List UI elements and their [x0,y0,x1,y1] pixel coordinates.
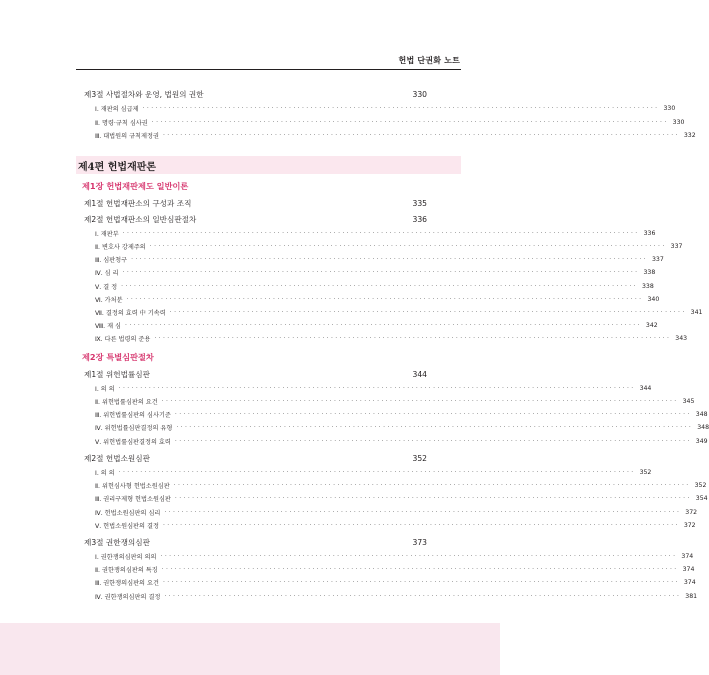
item-page: 338 [641,282,654,290]
dot-leader: ························································································································ [122,229,640,237]
item-label: Ⅴ. 결 정 [95,283,118,291]
item-page: 345 [682,397,695,405]
item-label: Ⅳ. 심 리 [95,269,119,277]
toc-item [95,281,654,291]
toc-item [95,493,708,503]
section-page: 335 [412,198,427,208]
item-page: 344 [639,384,652,392]
dot-leader: ························································································································ [162,521,680,529]
item-label: Ⅲ. 대법원의 규칙제정권 [95,132,159,140]
section-page: 352 [412,453,427,463]
toc-item [95,130,696,140]
item-page: 349 [695,437,708,445]
dot-leader: ························································································································ [125,321,642,329]
toc-item [95,117,685,127]
item-page: 330 [663,104,676,112]
item-label: Ⅰ. 의 의 [95,469,115,477]
item-page: 352 [694,481,707,489]
section-title: 제2절 헌법소원심판 [84,453,150,463]
dot-leader: ························································································································ [131,255,648,263]
toc-item [95,294,660,304]
item-label: Ⅳ. 위헌법률심판결정의 유형 [95,424,173,432]
item-page: 332 [683,131,696,139]
item-page: 354 [695,494,708,502]
toc-item [95,103,676,113]
toc-section [84,452,427,464]
toc-item [95,409,708,419]
item-page: 372 [683,521,696,529]
dot-leader: ························································································································ [162,131,680,139]
item-page: 348 [695,410,708,418]
item-label: Ⅳ. 헌법소원심판의 심리 [95,509,161,517]
item-page: 338 [643,268,656,276]
dot-leader: ························································································································ [161,565,679,573]
item-label: Ⅱ. 위헌법률심판의 요건 [95,398,158,406]
dot-leader: ························································································································ [161,397,679,405]
item-page: 337 [670,242,683,250]
item-label: Ⅳ. 권한쟁의심판의 결정 [95,593,161,601]
toc-section [84,197,427,209]
part-title: 제4편 헌법재판론 [78,162,157,173]
item-label: Ⅴ. 위헌법률심판결정의 효력 [95,438,171,446]
item-label: Ⅱ. 변호사 강제주의 [95,243,146,251]
section-title: 제1절 헌법재판소의 구성과 조직 [84,198,192,208]
toc-item [95,333,688,343]
item-page: 343 [675,334,688,342]
section-page: 344 [412,369,427,379]
running-header: 헌법 단권화 노트 [398,56,460,65]
dot-leader: ························································································································ [174,410,692,418]
toc-item [95,480,707,490]
item-label: Ⅷ. 재 심 [95,322,122,330]
item-label: Ⅲ. 권한쟁의심판의 요건 [95,579,159,587]
section-title: 제1절 위헌법률심판 [84,369,150,379]
item-label: Ⅲ. 심판청구 [95,256,128,264]
item-label: Ⅱ. 위헌심사형 헌법소원심판 [95,482,170,490]
toc-item [95,254,664,264]
section-title: 제2절 헌법재판소의 일반심판절차 [84,214,197,224]
toc-item [95,507,698,517]
toc-section [84,536,427,548]
item-page: 381 [685,592,698,600]
chapter-title: 제2장 특별심판절차 [82,352,154,362]
item-label: Ⅸ. 다른 법령의 준용 [95,335,151,343]
item-label: Ⅲ. 권리구제형 헌법소원심판 [95,495,171,503]
dot-leader: ························································································································ [176,423,694,431]
toc-item [95,396,695,406]
item-label: Ⅰ. 재판의 심급제 [95,105,139,113]
dot-leader: ························································································································ [174,437,692,445]
toc-section [84,213,427,225]
dot-leader: ························································································································ [151,118,669,126]
section-title: 제3절 권한쟁의심판 [84,537,150,547]
toc-item [95,307,703,317]
section-page: 330 [412,89,427,99]
toc-item [95,228,656,238]
toc-section [84,88,427,100]
toc-item [95,520,696,530]
toc-item [95,422,709,432]
item-page: 342 [645,321,658,329]
dot-leader: ························································································································ [174,494,692,502]
dot-leader: ························································································································ [126,295,644,303]
dot-leader: ························································································································ [121,282,638,290]
item-page: 374 [682,565,695,573]
section-page: 336 [412,214,427,224]
item-label: Ⅱ. 명령·규칙 심사권 [95,119,148,127]
item-page: 337 [651,255,664,263]
toc-item [95,551,694,561]
toc-item [95,320,658,330]
item-page: 374 [681,552,694,560]
item-page: 340 [647,295,660,303]
toc-section [84,368,427,380]
toc-item [95,564,695,574]
chapter-title: 제1장 헌법재판제도 일반이론 [82,181,189,191]
item-label: Ⅲ. 위헌법률심판의 심사기준 [95,411,171,419]
item-page: 352 [639,468,652,476]
dot-leader: ························································································································ [118,384,636,392]
dot-leader: ························································································································ [162,578,680,586]
dot-leader: ························································································································ [154,334,672,342]
bottom-band [0,623,500,675]
item-page: 374 [683,578,696,586]
item-page: 348 [697,423,709,431]
toc-item [95,591,698,601]
dot-leader: ························································································································ [169,308,687,316]
item-label: Ⅶ. 결정의 효력 中 기속력 [95,309,166,317]
item-page: 372 [685,508,698,516]
item-label: Ⅵ. 가처분 [95,296,123,304]
item-label: Ⅴ. 헌법소원심판의 결정 [95,522,159,530]
dot-leader: ························································································································ [122,268,640,276]
toc-item [95,383,652,393]
toc-item [95,577,696,587]
dot-leader: ························································································································ [118,468,636,476]
dot-leader: ························································································································ [142,104,660,112]
dot-leader: ························································································································ [149,242,667,250]
section-page: 373 [412,537,427,547]
toc-item [95,436,708,446]
item-page: 341 [690,308,703,316]
dot-leader: ························································································································ [164,508,682,516]
header-rule [76,69,461,70]
item-page: 330 [672,118,685,126]
item-label: Ⅰ. 재판부 [95,230,119,238]
toc-item [95,267,656,277]
item-label: Ⅱ. 권한쟁의심판의 특징 [95,566,158,574]
toc-item [95,467,652,477]
toc-item [95,241,683,251]
item-page: 336 [643,229,656,237]
dot-leader: ························································································································ [160,552,678,560]
dot-leader: ························································································································ [164,592,682,600]
section-title: 제3절 사법절차와 운영, 법원의 권한 [84,89,204,99]
dot-leader: ························································································································ [173,481,691,489]
item-label: Ⅰ. 의 의 [95,385,115,393]
item-label: Ⅰ. 권한쟁의심판의 의의 [95,553,157,561]
